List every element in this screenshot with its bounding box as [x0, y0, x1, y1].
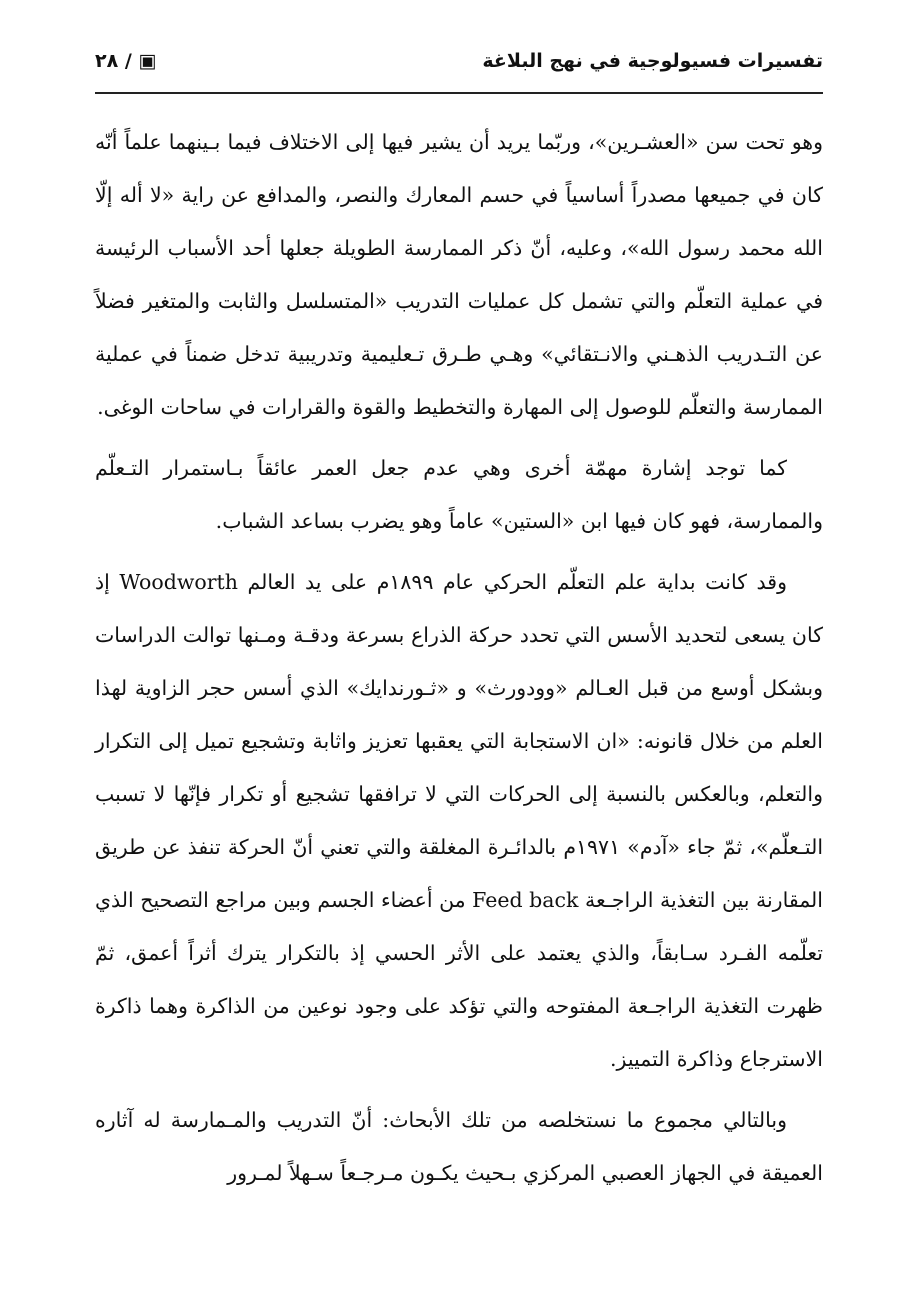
running-header — [95, 44, 823, 88]
running-header-title: تفسيرات فسيولوجية في نهج البلاغة — [482, 50, 823, 72]
paragraph-3: وقد كانت بداية علم التعلّم الحركي عام ١٨٩٩م على يد العالم Woodworth إذ كان يسعى لتحديد الأسس التي تحدد حركة الذراع بسرعة ودقـة ومـنها توالت الدراسات وبشكل أوسع من قبل العـالم «وودورث» و «ثـورندايك» الذي أسس حجر الزاوية لهذا العلم من خلال قانونه: «ان الاستجابة التي يعقبها تعزيز واثابة وتشجيع تميل إلى التكرار والتعلم، وبالعكس بالنسبة إلى الحركات التي لا ترافقها تشجيع أو تكرار فإنّها لا تسبب التـعلّم»، ثمّ جاء «آدم» ١٩٧١م بالدائـرة المغلقة والتي تعني أنّ الحركة تنفذ عن طريق المقارنة بين التغذية الراجـعة Feed back من أعضاء الجسم وبين مراجع التصحيح الذي تعلّمه الفـرد سـابقاً، والذي يعتمد على الأثر الحسي إذ بالتكرار يترك أثراً أعمق، ثمّ ظهرت التغذية الراجـعة المفتوحه والتي تؤكد على وجود نوعين من الذاكرة وهما ذاكرة الاسترجاع وذاكرة التمييز. — [95, 570, 824, 1071]
paragraph-2: كما توجد إشارة مهمّة أخرى وهي عدم جعل العمر عائقاً بـاستمرار التـعلّم والممارسة، فهو كان فيها ابن «الستين» عاماً وهو يضرب بساعد الشباب. — [95, 456, 823, 533]
page-body — [95, 116, 823, 1200]
paragraph-1: وهو تحت سن «العشـرين»، وربّما يريد أن يشير فيها إلى الاختلاف فيما بـينهما علماً أنّه كان في جميعها مصدراً أساسياً في حسم المعارك والنصر، والمدافع عن راية «لا أله إلّا الله محمد رسول الله»، وعليه، أنّ ذكر الممارسة الطويلة جعلها أحد الأسباب الرئيسة في عملية التعلّم والتي تشمل كل عمليات التدريب «المتسلسل والثابت والمتغير فضلاً عن التـدريب الذهـني والانـتقائي» وهـي طـرق تـعليمية وتدريبية تدخل ضمناً في عملية الممارسة والتعلّم للوصول إلى المهارة والتخطيط والقوة والقرارات في ساحات الوغى. — [95, 130, 823, 419]
paragraph-4: وبالتالي مجموع ما نستخلصه من تلك الأبحاث: أنّ التدريب والمـمارسة له آثاره العميقة في الجهاز العصبي المركزي بـحيث يكـون مـرجـعاً سـهلاً لمـرور — [95, 1108, 823, 1185]
header-divider — [95, 92, 823, 94]
page-number: ▣ / ٢٨ — [95, 50, 157, 72]
